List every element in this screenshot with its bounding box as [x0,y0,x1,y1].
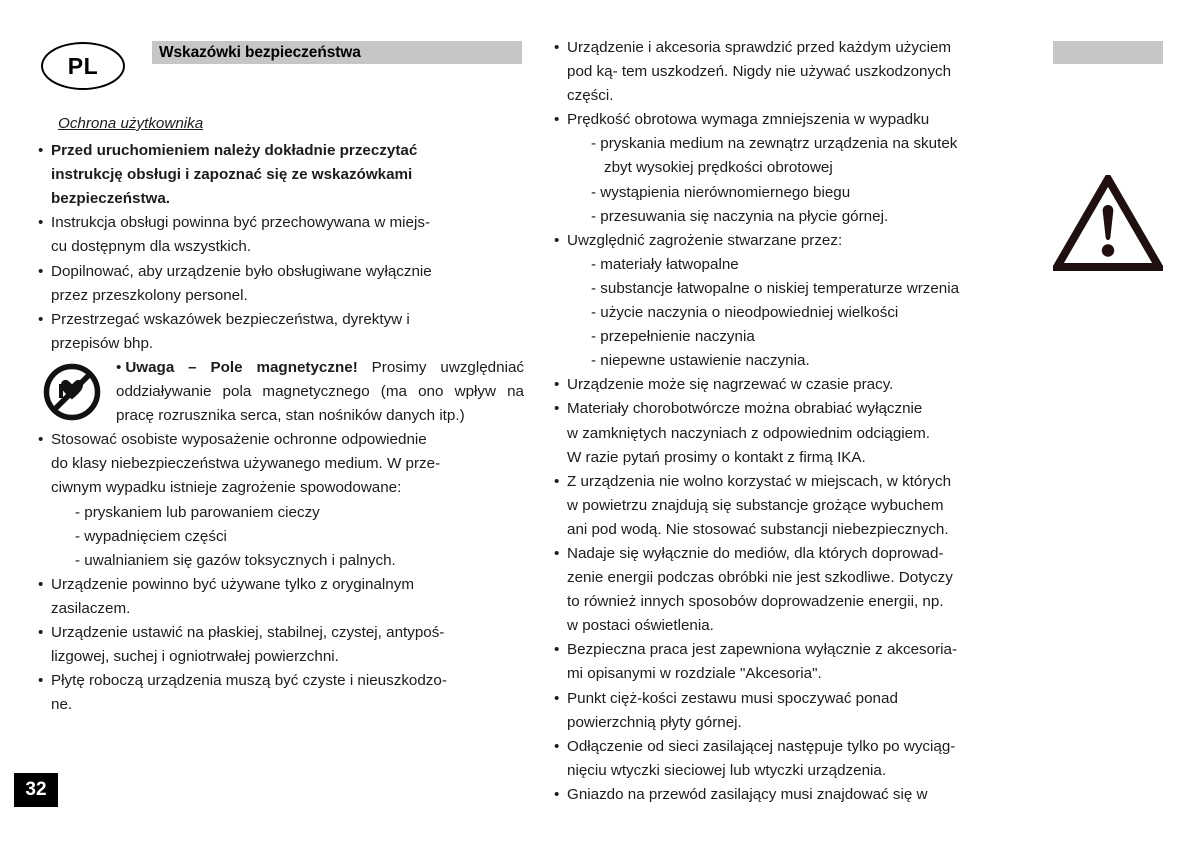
bullet-dot: • [554,231,560,249]
bullet-dot: • [38,431,44,449]
bullet-dot: • [38,214,44,232]
list-item [36,211,528,259]
bullet-dot: • [38,142,44,160]
magnet-warning-emphasis: Uwaga – Pole magnetyczne! [125,358,358,376]
bullet-dot: • [38,672,44,690]
sub-item-line: - wypadnięciem części [75,527,227,545]
subsection-heading: Ochrona użytkownika [58,115,204,132]
list-item [552,36,1038,108]
list-item-line: zasilaczem. [51,599,131,617]
bullet-dot: • [116,358,122,376]
list-item [552,397,1038,469]
list-item-line: w zamkniętych naczyniach z odpowiednim odciągiem. [567,424,930,442]
list-item [36,260,528,308]
magnetic-field-warning-text [116,356,524,428]
bullet-dot: • [38,262,44,280]
list-item-line: Dopilnować, aby urządzenie było obsługiwane wyłącznie [51,262,432,280]
bullet-dot: • [554,785,560,803]
list-item-line: pod ką- tem uszkodzeń. Nigdy nie używać uszkodzonych [567,63,952,81]
list-item-line: Instrukcja obsługi powinna być przechowywana w miejs- [51,214,431,232]
sub-item-line: - przepełnienie naczynia [591,328,755,346]
list-item-line: Bezpieczna praca jest zapewniona wyłącznie z akcesoria- [567,641,958,659]
list-item [552,542,1038,638]
magnetic-field-warning [36,356,528,428]
list-item-line: Prędkość obrotowa wymaga zmniejszenia w wypadku [567,111,930,129]
list-item-line: przepisów bhp. [51,334,154,352]
page-number-label: 32 [25,779,47,800]
left-bullet-list-top [36,139,528,356]
sub-item-line: - uwalnianiem się gazów toksycznych i palnych. [75,551,396,569]
list-item-line: Przed uruchomieniem należy dokładnie przeczytać [51,142,418,160]
sub-item-line: - wystąpienia nierównomiernego biegu [591,183,851,201]
magnet-warning-body: Prosimy uwzględniać oddziaływanie pola magnetycznego (ma ono wpływ na pracę rozrusznika serca, stan nośników danych itp.) [116,358,524,425]
list-item-line: Płytę roboczą urządzenia muszą być czyste i nieuszkodzo- [51,672,447,690]
sub-item-line: - przesuwania się naczynia na płycie górnej. [591,207,889,225]
warning-triangle-icon [1053,175,1163,271]
bullet-dot: • [554,472,560,490]
sub-item-line: - substancje łatwopalne o niskiej temperaturze wrzenia [591,279,960,297]
list-item-line: ani pod wodą. Nie stosować substancji niebezpiecznych. [567,520,949,538]
header-bar-right-blank [1053,41,1163,64]
list-item [36,308,528,356]
bullet-dot: • [554,376,560,394]
list-item [36,573,528,621]
list-item [36,669,528,717]
bullet-dot: • [554,689,560,707]
page-title: Wskazówki bezpieczeństwa [159,43,361,61]
list-item-line: Gniazdo na przewód zasilający musi znajdować się w [567,785,928,803]
list-item [552,638,1038,686]
list-item-line: części. [567,87,614,105]
list-item [552,373,1038,397]
right-bullet-list [552,36,1038,807]
list-item-line: ciwnym wypadku istnieje zagrożenie spowodowane: [51,479,402,497]
list-item [552,783,1038,807]
bullet-dot: • [554,39,560,56]
left-bullet-list-bottom [36,428,528,717]
list-item-line: bezpieczeństwa. [51,190,171,208]
list-item-line: Stosować osobiste wyposażenie ochronne odpowiednie [51,431,427,449]
list-item [552,229,1038,374]
list-item-line: w powietrzu znajdują się substancje grożące wybuchem [567,496,944,514]
list-item-line: W razie pytań prosimy o kontakt z firmą IKA. [567,448,866,466]
list-item-line: w postaci oświetlenia. [567,617,714,635]
list-item-line: mi opisanymi w rozdziale "Akcesoria". [567,665,822,683]
list-item-line: zenie energii podczas obróbki nie jest szkodliwe. Dotyczy [567,569,953,587]
list-item-line: nięciu wtyczki sieciowej lub wtyczki urządzenia. [567,761,887,779]
list-item-line: Nadaje się wyłącznie do mediów, dla których doprowad- [567,544,944,562]
list-item [552,470,1038,542]
list-item-line: Materiały chorobotwórcze można obrabiać wyłącznie [567,400,923,418]
bullet-dot: • [554,737,560,755]
sub-item-line: - materiały łatwopalne [591,255,739,273]
language-badge-label: PL [67,52,99,79]
sub-item-line-cont: zbyt wysokiej prędkości obrotowej [604,159,833,177]
list-item-line: Urządzenie może się nagrzewać w czasie pracy. [567,376,894,394]
list-item-line: przez przeszkolony personel. [51,286,248,304]
sub-item-line: - pryskaniem lub parowaniem cieczy [75,503,320,521]
list-item-line: Urządzenie powinno być używane tylko z oryginalnym [51,575,414,593]
list-item-line: do klasy niebezpieczeństwa używanego medium. W prze- [51,455,441,473]
bullet-dot: • [554,641,560,659]
left-text-column [36,112,528,717]
list-item [36,428,528,573]
list-item [552,687,1038,735]
list-item-line: Punkt cięż-kości zestawu musi spoczywać ponad [567,689,898,707]
list-item [36,139,528,211]
list-item-line: ne. [51,696,73,714]
list-item-line: powierzchnią płyty górnej. [567,713,742,731]
bullet-dot: • [554,400,560,418]
list-item-line: to również innych sposobów doprowadzenie energii, np. [567,593,944,611]
list-item-line: Z urządzenia nie wolno korzystać w miejscach, w których [567,472,952,490]
list-item [552,735,1038,783]
list-item-line: Odłączenie od sieci zasilającej następuje tylko po wyciąg- [567,737,956,755]
bullet-dot: • [38,623,44,641]
list-item-line: instrukcję obsługi i zapoznać się ze wskazówkami [51,166,413,184]
right-text-column [552,36,1038,807]
list-item-line: Przestrzegać wskazówek bezpieczeństwa, dyrektyw i [51,310,410,328]
list-item-line: Urządzenie ustawić na płaskiej, stabilnej, czystej, antypoś- [51,623,445,641]
bullet-dot: • [38,310,44,328]
list-item [36,621,528,669]
sub-item-line: - niepewne ustawienie naczynia. [591,352,810,370]
list-item-line: lizgowej, suchej i ogniotrwałej powierzchni. [51,648,339,666]
list-item [552,108,1038,228]
section-header-bar [152,41,522,64]
sub-item-line: - pryskania medium na zewnątrz urządzenia na skutek [591,135,958,153]
page-number-badge [14,773,58,807]
bullet-dot: • [554,544,560,562]
no-pacemaker-icon [42,362,102,422]
bullet-dot: • [38,575,44,593]
list-item-line: cu dostępnym dla wszystkich. [51,238,252,256]
language-badge [41,42,125,90]
list-item-line: Uwzględnić zagrożenie stwarzane przez: [567,231,843,249]
list-item-line: Urządzenie i akcesoria sprawdzić przed każdym użyciem [567,39,952,56]
sub-item-line: - użycie naczynia o nieodpowiedniej wielkości [591,304,899,322]
bullet-dot: • [554,111,560,129]
